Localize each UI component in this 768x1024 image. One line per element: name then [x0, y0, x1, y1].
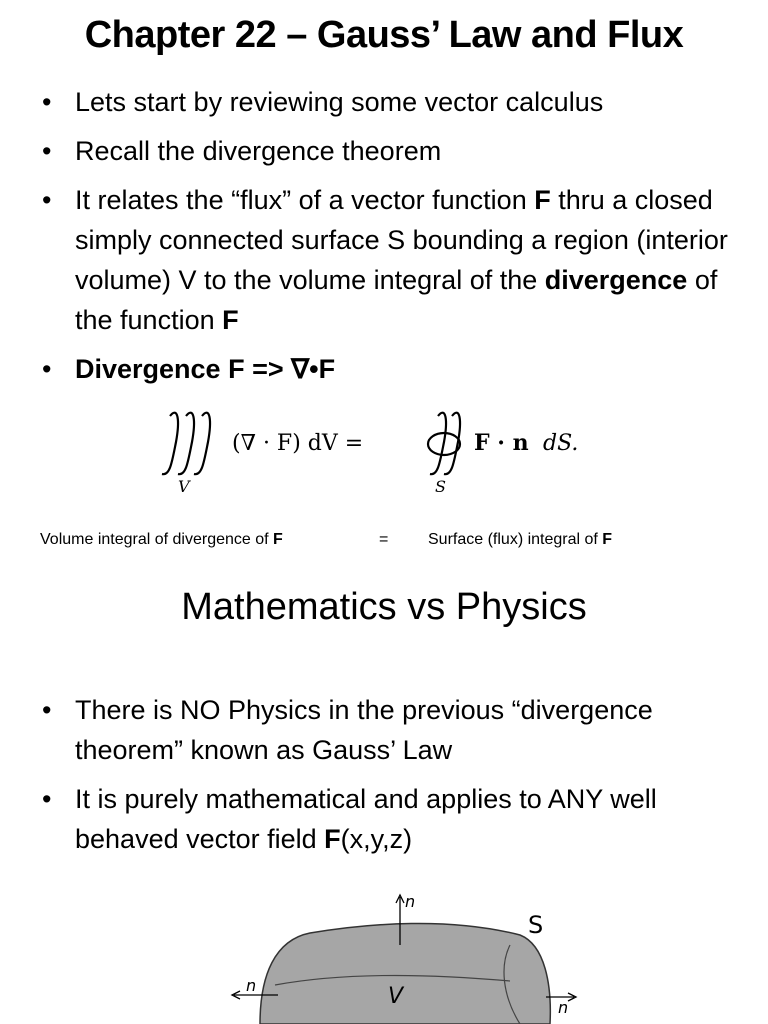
bullet-text-part: It relates the “flux” of a vector function	[75, 185, 535, 215]
divergence-theorem-equation	[152, 402, 602, 500]
equation-lhs: (∇ · F) dV =	[232, 431, 364, 456]
bullet-list-top	[40, 82, 740, 398]
equation-rhs: dS.	[543, 431, 579, 456]
bullet-list-bottom	[40, 690, 740, 868]
equation-rhs-bold: F · n	[474, 430, 529, 456]
normal-label-top: n	[405, 892, 416, 911]
bullet-item	[40, 180, 740, 340]
bold-text: F	[222, 305, 239, 335]
bullet-text-part: It is purely mathematical and applies to ANY well behaved vector field	[75, 784, 657, 854]
bullet-text: Recall the divergence theorem	[75, 136, 442, 166]
caption-text: Surface (flux) integral of	[428, 531, 603, 548]
surface-label-s: S	[528, 911, 544, 939]
triple-integral-icon	[162, 413, 210, 474]
bold-text: F	[534, 185, 551, 215]
bold-text: F	[602, 531, 613, 548]
bullet-item	[40, 131, 740, 171]
caption-text: Volume integral of divergence of	[40, 531, 274, 548]
subscript-s: S	[435, 477, 446, 496]
section-title: Mathematics vs Physics	[181, 586, 587, 628]
caption-left	[40, 531, 283, 549]
bold-text: F	[273, 531, 283, 548]
closed-surface-diagram	[220, 885, 580, 1024]
normal-label-right: n	[558, 998, 569, 1017]
page-title: Chapter 22 – Gauss’ Law and Flux	[84, 14, 684, 56]
bold-text: F	[324, 824, 341, 854]
volume-label-v: V	[388, 984, 404, 1009]
bullet-item	[40, 779, 740, 859]
bullet-text-part: thru a closed simply connected surface S bounding a region (interior volume) V to the volume integral of the	[75, 185, 728, 295]
surface-integral-icon	[428, 413, 460, 474]
bold-text: Divergence F => ∇•F	[75, 354, 336, 384]
bullet-text: Lets start by reviewing some vector calculus	[75, 87, 604, 117]
caption-equals: =	[379, 531, 389, 548]
bullet-text: There is NO Physics in the previous “divergence theorem” known as Gauss’ Law	[75, 695, 653, 765]
subscript-v: V	[178, 477, 190, 496]
surface-blob	[260, 923, 550, 1024]
bold-text: divergence	[544, 265, 688, 295]
bullet-item	[40, 349, 740, 389]
bullet-item	[40, 82, 740, 122]
caption-right	[428, 531, 612, 549]
bullet-item	[40, 690, 740, 770]
bullet-text-part: (x,y,z)	[340, 824, 413, 854]
bullet-text-part: of the function	[75, 265, 718, 335]
normal-label-left: n	[246, 976, 257, 995]
